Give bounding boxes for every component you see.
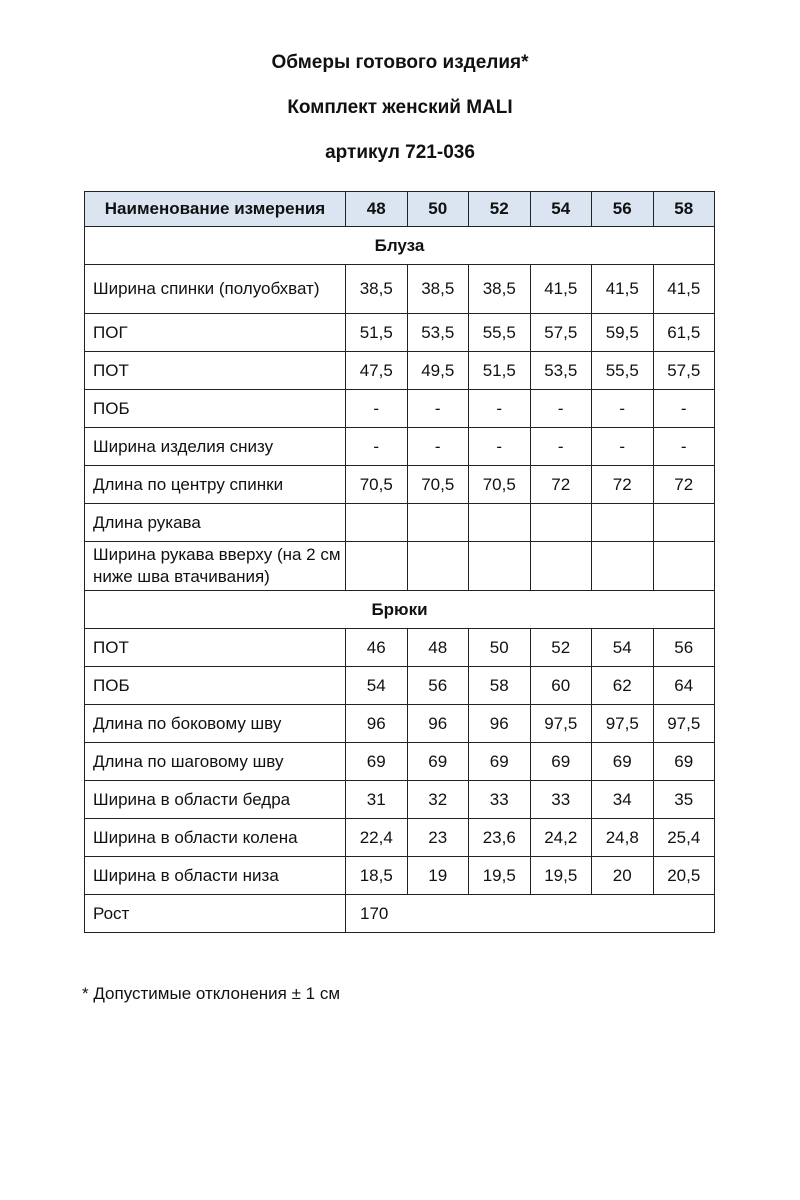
table-row [85, 428, 715, 466]
measurement-value: - [407, 428, 469, 466]
measurement-value: 72 [653, 466, 715, 504]
section-title-trousers: Брюки [85, 591, 715, 629]
table-row [85, 667, 715, 705]
measurement-value: 57,5 [530, 314, 592, 352]
measurement-value: 24,2 [530, 819, 592, 857]
tolerance-footnote: * Допустимые отклонения ± 1 см [82, 984, 341, 1003]
measurement-name: Длина рукава [85, 504, 346, 542]
measurement-name: Ширина рукава вверху (на 2 см ниже шва втачивания) [85, 542, 346, 591]
measurement-value: - [653, 390, 715, 428]
measurement-value: 20 [592, 857, 654, 895]
measurement-value: 69 [653, 743, 715, 781]
measurement-value: - [592, 428, 654, 466]
product-name: Комплект женский MALI [287, 97, 513, 118]
measurement-value: 41,5 [592, 265, 654, 314]
measurement-value [592, 542, 654, 591]
measurement-name: ПОБ [85, 390, 346, 428]
measurement-value: 31 [346, 781, 408, 819]
measurement-value: - [407, 390, 469, 428]
measurement-value: 18,5 [346, 857, 408, 895]
measurement-value: 55,5 [469, 314, 531, 352]
measurement-value: 38,5 [469, 265, 531, 314]
section-row-blouse [85, 227, 715, 265]
measurement-value: 69 [469, 743, 531, 781]
table-row [85, 352, 715, 390]
measurement-value [346, 504, 408, 542]
measurement-value [592, 504, 654, 542]
measurement-name: ПОТ [85, 629, 346, 667]
measurement-value: - [346, 428, 408, 466]
measurement-value: 41,5 [653, 265, 715, 314]
measurement-value: 97,5 [530, 705, 592, 743]
measurement-value: 19,5 [469, 857, 531, 895]
measurement-value: 64 [653, 667, 715, 705]
measurement-value: 53,5 [407, 314, 469, 352]
measurement-value: - [592, 390, 654, 428]
measurement-value: 62 [592, 667, 654, 705]
measurement-value [653, 504, 715, 542]
measurement-value: 72 [530, 466, 592, 504]
measurement-name: Длина по шаговому шву [85, 743, 346, 781]
table-row [85, 629, 715, 667]
measurement-name: Ширина в области колена [85, 819, 346, 857]
table-row [85, 504, 715, 542]
measurement-value: 61,5 [653, 314, 715, 352]
measurement-value: 60 [530, 667, 592, 705]
measurement-value: 69 [346, 743, 408, 781]
table-row [85, 781, 715, 819]
header-size-48: 48 [346, 192, 408, 227]
measurement-value: 23 [407, 819, 469, 857]
table-header-row [85, 192, 715, 227]
measurement-value [469, 504, 531, 542]
measurement-value: 19 [407, 857, 469, 895]
measurement-value: 58 [469, 667, 531, 705]
measurement-value: 56 [653, 629, 715, 667]
measurement-value: 35 [653, 781, 715, 819]
measurement-name: Ширина в области низа [85, 857, 346, 895]
measurement-value: 48 [407, 629, 469, 667]
measurement-value: 52 [530, 629, 592, 667]
header-measurement-name: Наименование измерения [85, 192, 346, 227]
measurement-value: 51,5 [469, 352, 531, 390]
measurement-value [407, 504, 469, 542]
table-row [85, 542, 715, 591]
measurement-value: 55,5 [592, 352, 654, 390]
header-size-54: 54 [530, 192, 592, 227]
measurement-name: Ширина изделия снизу [85, 428, 346, 466]
measurements-table [84, 191, 715, 933]
measurement-name: Длина по боковому шву [85, 705, 346, 743]
measurement-value: 25,4 [653, 819, 715, 857]
measurement-value: - [530, 390, 592, 428]
article-number: артикул 721-036 [325, 142, 475, 163]
measurement-value: - [530, 428, 592, 466]
table-row [85, 857, 715, 895]
measurement-value: 51,5 [346, 314, 408, 352]
growth-row [85, 895, 715, 933]
measurement-value: 70,5 [346, 466, 408, 504]
measurement-value [346, 542, 408, 591]
measurement-name: ПОБ [85, 667, 346, 705]
growth-label: Рост [85, 895, 346, 933]
measurement-value: 97,5 [653, 705, 715, 743]
measurement-value: 46 [346, 629, 408, 667]
table-row [85, 466, 715, 504]
table-row [85, 819, 715, 857]
measurement-value: 23,6 [469, 819, 531, 857]
measurement-value: 22,4 [346, 819, 408, 857]
header-size-56: 56 [592, 192, 654, 227]
table-row [85, 314, 715, 352]
measurement-name: Ширина в области бедра [85, 781, 346, 819]
measurement-value: 96 [346, 705, 408, 743]
measurement-value: 56 [407, 667, 469, 705]
header-size-52: 52 [469, 192, 531, 227]
measurement-value: 38,5 [407, 265, 469, 314]
measurement-value: 47,5 [346, 352, 408, 390]
section-title-blouse: Блуза [85, 227, 715, 265]
measurement-value: 70,5 [469, 466, 531, 504]
header-size-50: 50 [407, 192, 469, 227]
measurement-value: 49,5 [407, 352, 469, 390]
measurement-value: 70,5 [407, 466, 469, 504]
measurement-value: 38,5 [346, 265, 408, 314]
document-title: Обмеры готового изделия* [271, 52, 529, 73]
measurement-value: 97,5 [592, 705, 654, 743]
measurement-value: 96 [407, 705, 469, 743]
measurement-value: 59,5 [592, 314, 654, 352]
measurement-value [407, 542, 469, 591]
measurement-value: 19,5 [530, 857, 592, 895]
measurement-value [653, 542, 715, 591]
table-row [85, 705, 715, 743]
measurement-name: Ширина спинки (полуобхват) [85, 265, 346, 314]
table-row [85, 743, 715, 781]
growth-value: 170 [346, 895, 715, 933]
table-row [85, 265, 715, 314]
measurement-name: ПОГ [85, 314, 346, 352]
measurement-value [530, 504, 592, 542]
measurement-value: 50 [469, 629, 531, 667]
section-row-trousers [85, 591, 715, 629]
measurement-name: Длина по центру спинки [85, 466, 346, 504]
measurement-value: 69 [407, 743, 469, 781]
measurement-value: - [346, 390, 408, 428]
table-row [85, 390, 715, 428]
measurement-value: 20,5 [653, 857, 715, 895]
measurement-value: 33 [469, 781, 531, 819]
measurement-value: 41,5 [530, 265, 592, 314]
measurement-value: - [653, 428, 715, 466]
measurement-value [530, 542, 592, 591]
measurement-value: 54 [346, 667, 408, 705]
measurement-value: 24,8 [592, 819, 654, 857]
measurement-value: 96 [469, 705, 531, 743]
measurement-value: - [469, 390, 531, 428]
header-size-58: 58 [653, 192, 715, 227]
measurement-value: 72 [592, 466, 654, 504]
measurement-value: 54 [592, 629, 654, 667]
measurement-name: ПОТ [85, 352, 346, 390]
measurement-value [469, 542, 531, 591]
measurement-value: 69 [592, 743, 654, 781]
measurement-value: 57,5 [653, 352, 715, 390]
measurement-value: 34 [592, 781, 654, 819]
measurement-value: 32 [407, 781, 469, 819]
measurement-value: 53,5 [530, 352, 592, 390]
measurement-value: 69 [530, 743, 592, 781]
measurement-value: 33 [530, 781, 592, 819]
measurement-value: - [469, 428, 531, 466]
